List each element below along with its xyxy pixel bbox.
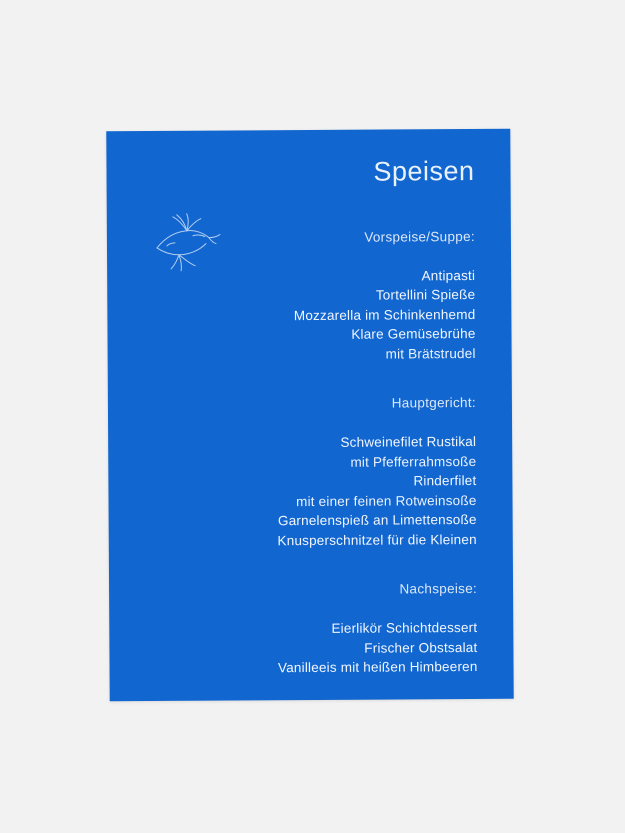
section-heading: Nachspeise: <box>399 581 478 597</box>
dish-list <box>145 266 476 366</box>
list-item: Garnelenspieß an Limettensoße <box>277 512 477 529</box>
list-item: Vanilleeis mit heißen Himbeeren <box>277 659 478 676</box>
list-item: Knusperschnitzel für die Kleinen <box>277 531 477 548</box>
section-heading: Hauptgericht: <box>391 395 476 411</box>
list-item: Schweinefilet Rustikal <box>340 434 477 451</box>
menu-section-dessert <box>147 581 478 679</box>
list-item: mit Pfefferrahmsoße <box>350 453 477 470</box>
dish-list <box>146 432 477 551</box>
list-item: mit Brätstrudel <box>385 345 476 362</box>
page-title: Speisen <box>373 155 475 187</box>
menu-section-main <box>146 395 477 551</box>
list-item: Rinderfilet <box>413 473 477 489</box>
dish-list <box>147 618 477 679</box>
list-item: Frischer Obstsalat <box>364 639 478 656</box>
menu-section-starters <box>145 229 476 366</box>
menu-card-inner <box>106 129 513 701</box>
menu-text-column <box>144 157 477 701</box>
list-item: Antipasti <box>421 267 476 284</box>
section-heading: Vorspeise/Suppe: <box>364 228 475 245</box>
list-item: Mozzarella im Schinkenhemd <box>293 306 476 323</box>
list-item: Eierlikör Schichtdessert <box>331 620 478 637</box>
menu-card <box>106 129 513 701</box>
list-item: Klare Gemüsebrühe <box>351 326 476 342</box>
list-item: mit einer feinen Rotweinsoße <box>296 492 477 509</box>
list-item: Tortellini Spieße <box>375 287 476 303</box>
